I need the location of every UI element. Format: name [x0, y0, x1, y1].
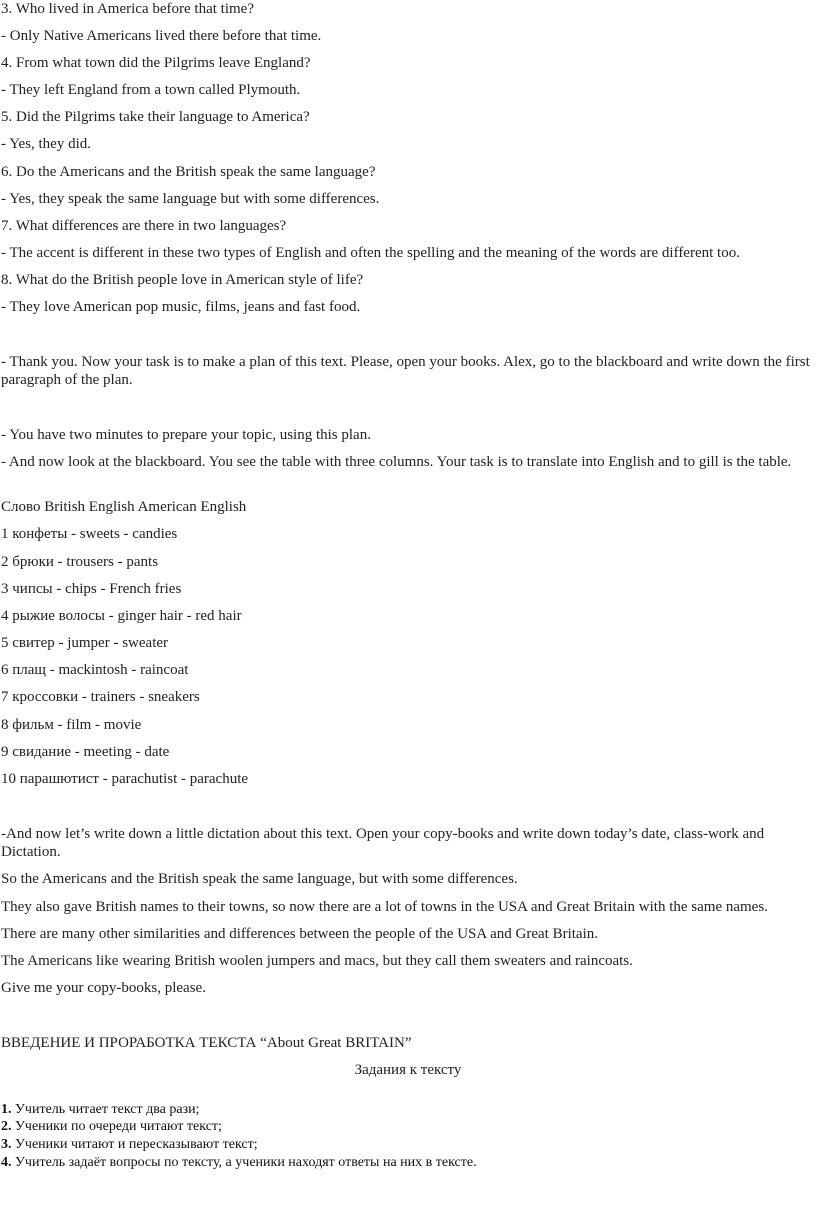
- task-text: Учитель задаёт вопросы по тексту, а ученики находят ответы на них в тексте.: [11, 1155, 477, 1170]
- question-5: 5. Did the Pilgrims take their language to America?: [1, 109, 310, 125]
- task-text: Ученики по очереди читают текст;: [11, 1119, 222, 1134]
- vocab-item: 1 конфеты - sweets - candies: [1, 526, 178, 542]
- answer-5: - Yes, they did.: [1, 136, 92, 152]
- task-item: [1, 1101, 814, 1118]
- task-text: Учитель читает текст два рази;: [11, 1102, 200, 1117]
- task-number: 3.: [1, 1137, 12, 1152]
- answer-6: - Yes, they speak the same language but with some differences.: [1, 191, 380, 207]
- dictation-sentence: There are many other similarities and differences between the people of the USA and Great Britain.: [1, 926, 599, 942]
- prepare-instruction: - You have two minutes to prepare your topic, using this plan.: [1, 427, 371, 443]
- vocab-item: 2 брюки - trousers - pants: [1, 554, 159, 570]
- dictation-sentence: The Americans like wearing British woolen jumpers and macs, but they call them sweaters and raincoats.: [1, 953, 633, 969]
- vocab-item: 7 кроссовки - trainers - sneakers: [1, 689, 200, 705]
- dictation-sentence: Give me your copy-books, please.: [1, 980, 206, 996]
- question-3: 3. Who lived in America before that time?: [1, 1, 254, 17]
- task-item: [1, 1118, 814, 1135]
- answer-7: - The accent is different in these two types of English and often the spelling and the meaning of the words are different too.: [1, 245, 740, 261]
- dictation-sentence: They also gave British names to their towns, so now there are a lot of towns in the USA and Great Britain with the same names.: [1, 899, 768, 915]
- answer-4: - They left England from a town called Plymouth.: [1, 82, 301, 98]
- vocab-item: 10 парашютист - parachutist - parachute: [1, 771, 249, 787]
- question-8: 8. What do the British people love in American style of life?: [1, 272, 364, 288]
- answer-8: - They love American pop music, films, jeans and fast food.: [1, 299, 361, 315]
- task-number: 1.: [1, 1102, 12, 1117]
- task-text: Ученики читают и пересказывают текст;: [11, 1137, 258, 1152]
- section-heading: ВВЕДЕНИЕ И ПРОРАБОТКА ТЕКСТА “About Great BRITAIN”: [1, 1035, 412, 1051]
- table-header: Слово British English American English: [1, 499, 247, 515]
- dictation-sentence: So the Americans and the British speak the same language, but with some differences.: [1, 871, 518, 887]
- vocab-item: 9 свидание - meeting - date: [1, 744, 170, 760]
- table-instruction: - And now look at the blackboard. You see the table with three columns. Your task is to translate into English and to gill is the table.: [1, 454, 792, 470]
- question-4: 4. From what town did the Pilgrims leave England?: [1, 55, 311, 71]
- vocab-item: 5 свитер - jumper - sweater: [1, 635, 169, 651]
- question-6: 6. Do the Americans and the British speak the same language?: [1, 164, 376, 180]
- vocab-item: 6 плащ - mackintosh - raincoat: [1, 662, 189, 678]
- task-number: 2.: [1, 1119, 12, 1134]
- question-7: 7. What differences are there in two languages?: [1, 218, 287, 234]
- plan-instruction: - Thank you. Now your task is to make a plan of this text. Please, open your books. Alex, go to the blackboard and write down the first paragraph of the plan.: [1, 354, 810, 388]
- dictation-instruction: -And now let’s write down a little dictation about this text. Open your copy-books and write down today’s date, class-work and Dictation.: [1, 826, 765, 860]
- vocab-item: 3 чипсы - chips - French fries: [1, 581, 182, 597]
- tasks-title: Задания к тексту: [354, 1062, 462, 1078]
- task-item: [1, 1136, 814, 1153]
- vocab-item: 4 рыжие волосы - ginger hair - red hair: [1, 608, 242, 624]
- task-number: 4.: [1, 1155, 12, 1170]
- vocab-item: 8 фильм - film - movie: [1, 717, 142, 733]
- answer-3: - Only Native Americans lived there before that time.: [1, 28, 322, 44]
- task-item: [1, 1154, 814, 1171]
